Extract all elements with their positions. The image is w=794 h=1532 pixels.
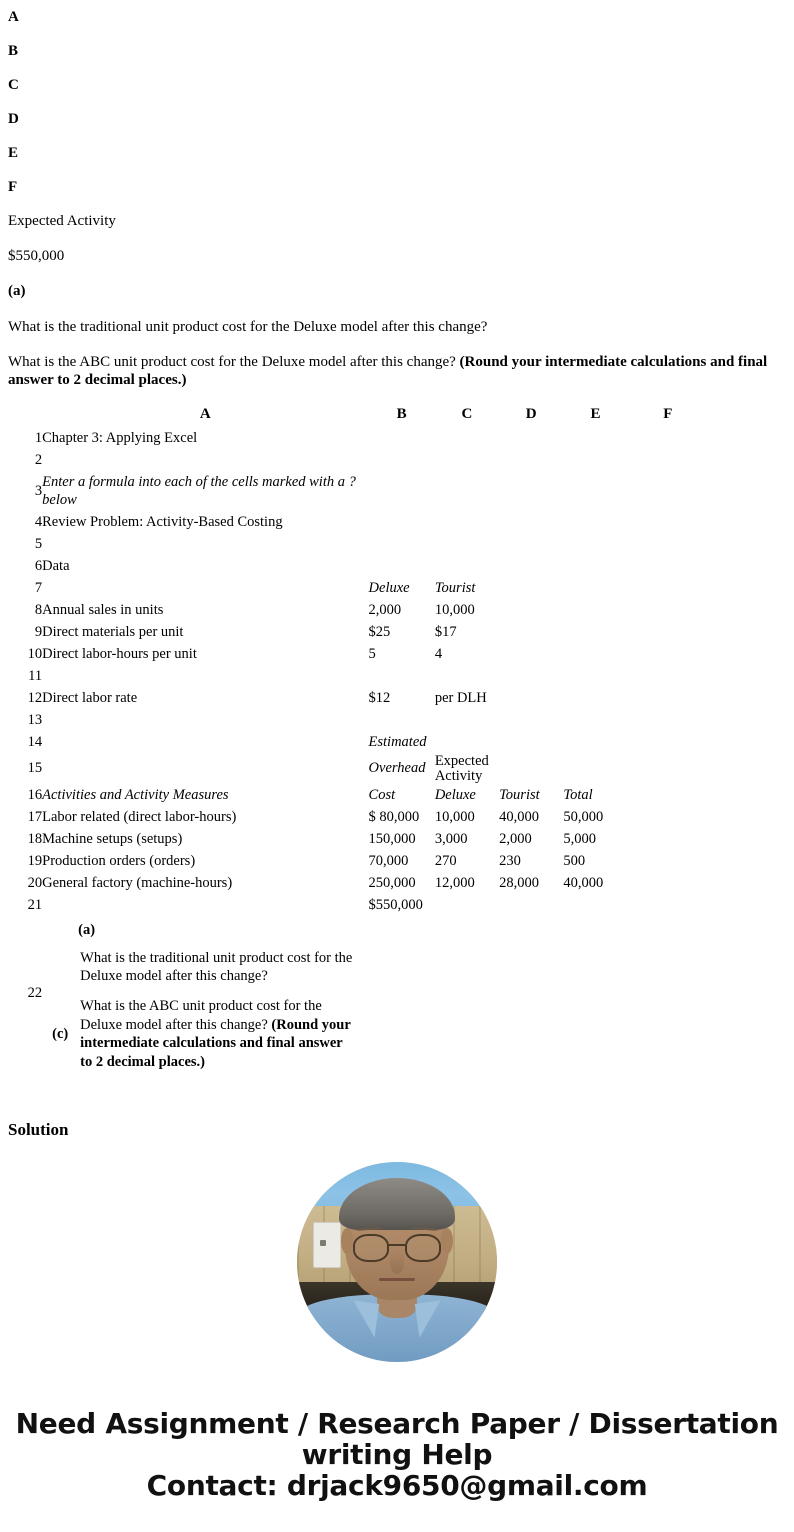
cell-b7[interactable]: Deluxe — [368, 579, 410, 596]
question-abc-cost — [8, 353, 786, 389]
row-number[interactable]: 20 — [27, 874, 43, 891]
cell-c16[interactable]: Deluxe — [434, 786, 476, 803]
cell-e3[interactable] — [563, 471, 627, 511]
cell-f15[interactable] — [628, 753, 708, 784]
cell-b5[interactable] — [369, 533, 435, 555]
cell-a1[interactable]: Chapter 3: Applying Excel — [42, 429, 198, 446]
cell-a20[interactable]: General factory (machine-hours) — [42, 874, 233, 891]
photo-light-switch — [313, 1222, 341, 1268]
cell-c17[interactable]: 10,000 — [434, 808, 475, 825]
table-row — [8, 577, 708, 599]
cell-a22[interactable] — [42, 916, 708, 1071]
stray-column-letter-a: A — [8, 9, 19, 25]
cell-f7[interactable] — [628, 577, 708, 599]
cell-d9[interactable] — [499, 621, 563, 643]
table-row — [8, 511, 708, 533]
cell-e14[interactable] — [563, 731, 627, 753]
cell-b6[interactable] — [369, 555, 435, 577]
cell-d5[interactable] — [499, 533, 563, 555]
cell-d20[interactable]: 28,000 — [499, 874, 539, 891]
solution-heading-clipped — [8, 1121, 308, 1135]
row-number[interactable]: 10 — [27, 645, 43, 662]
cell-a16[interactable]: Activities and Activity Measures — [42, 786, 229, 803]
cell-d7[interactable] — [499, 577, 563, 599]
cell-b14[interactable]: Estimated — [368, 733, 427, 750]
cell-b15[interactable]: Overhead — [368, 760, 426, 776]
cell-c2[interactable] — [435, 449, 499, 471]
stray-column-letter-f: F — [8, 179, 18, 195]
row-number[interactable]: 15 — [27, 760, 43, 776]
table-row — [8, 872, 708, 894]
row22-question-abc-plain: What is the ABC unit product cost for the Deluxe model after this change? — [80, 998, 322, 1033]
row-number[interactable]: 17 — [27, 808, 43, 825]
stray-column-letter-c: C — [8, 77, 19, 93]
table-row — [8, 709, 708, 731]
table-row — [8, 449, 708, 471]
expected-activity-text: Expected Activity — [8, 213, 116, 229]
column-header-a[interactable]: A — [199, 406, 211, 422]
cell-c14[interactable] — [435, 731, 499, 753]
row22-sublabel-c: (c) — [52, 1025, 69, 1042]
cell-b4[interactable] — [369, 511, 435, 533]
photo-nose — [390, 1250, 404, 1274]
question-traditional-cost: What is the traditional unit product cost for the Deluxe model after this change? — [8, 319, 488, 335]
cell-c1[interactable] — [435, 427, 499, 449]
cell-f10[interactable] — [628, 643, 708, 665]
cell-a7[interactable] — [42, 577, 368, 599]
cell-d15[interactable] — [499, 753, 563, 784]
cell-a3[interactable]: Enter a formula into each of the cells marked with a ? below — [42, 474, 356, 508]
cell-e20[interactable]: 40,000 — [563, 874, 604, 891]
row-number[interactable]: 16 — [27, 786, 43, 803]
column-header-e[interactable]: E — [590, 406, 601, 422]
cell-c9[interactable]: $17 — [434, 623, 457, 640]
cell-f3[interactable] — [628, 471, 708, 511]
cell-d10[interactable] — [499, 643, 563, 665]
photo-eyeglass-left — [353, 1234, 389, 1262]
cell-e19[interactable]: 500 — [563, 852, 586, 869]
solution-heading-text: Solution — [8, 1121, 69, 1135]
cell-f21[interactable] — [628, 894, 708, 916]
sheet-column-header-row — [8, 406, 708, 427]
cell-b18[interactable]: 150,000 — [368, 830, 416, 847]
cell-e6[interactable] — [563, 555, 627, 577]
cell-d6[interactable] — [499, 555, 563, 577]
cell-e7[interactable] — [563, 577, 627, 599]
cell-c7[interactable]: Tourist — [434, 579, 476, 596]
row-number[interactable]: 13 — [27, 711, 43, 728]
cell-d12[interactable] — [499, 687, 563, 709]
row-number[interactable]: 3 — [34, 482, 43, 499]
row-number[interactable]: 21 — [27, 896, 43, 913]
cell-f11[interactable] — [628, 665, 708, 687]
photo-collar-right — [415, 1300, 445, 1337]
row22-question-traditional: What is the traditional unit product cost for the Deluxe model after this change? — [80, 950, 353, 984]
cell-f13[interactable] — [628, 709, 708, 731]
stray-column-letter-d: D — [8, 111, 19, 127]
stray-column-letter-b: B — [8, 43, 19, 59]
cell-b12[interactable]: $12 — [368, 689, 391, 706]
cell-d14[interactable] — [499, 731, 563, 753]
cell-c13[interactable] — [435, 709, 499, 731]
cell-a21[interactable] — [42, 894, 368, 916]
cell-e15[interactable] — [563, 753, 627, 784]
cell-d18[interactable]: 2,000 — [499, 830, 532, 847]
cell-c15[interactable]: Expected Activity — [434, 752, 489, 784]
cell-a19[interactable]: Production orders (orders) — [42, 852, 196, 869]
cell-c4[interactable] — [435, 511, 499, 533]
cell-f2[interactable] — [628, 449, 708, 471]
cell-e13[interactable] — [563, 709, 627, 731]
cell-e17[interactable]: 50,000 — [563, 808, 604, 825]
cell-c21[interactable] — [435, 894, 499, 916]
table-row — [8, 599, 708, 621]
cell-b17[interactable]: $ 80,000 — [368, 808, 420, 825]
cell-d11[interactable] — [499, 665, 563, 687]
column-header-d[interactable]: D — [525, 406, 537, 422]
row-number[interactable]: 19 — [27, 852, 43, 869]
cell-e18[interactable]: 5,000 — [563, 830, 596, 847]
table-row — [8, 427, 708, 449]
cell-b16[interactable]: Cost — [368, 786, 396, 803]
table-row — [8, 916, 708, 1071]
row22-part-c-block — [42, 997, 708, 1071]
cell-b21[interactable]: $550,000 — [368, 896, 423, 913]
question-abc-cost-rounding-note: (Round your intermediate calculations and final answer to 2 decimal places.) — [8, 354, 768, 388]
cell-e9[interactable] — [563, 621, 627, 643]
row-number[interactable]: 14 — [27, 733, 43, 750]
row-number[interactable]: 18 — [27, 830, 43, 847]
cell-d16[interactable]: Tourist — [499, 786, 540, 803]
total-overhead-amount: $550,000 — [8, 248, 65, 264]
table-row — [8, 687, 708, 709]
row-number[interactable]: 5 — [34, 535, 43, 552]
stray-column-letter-e: E — [8, 145, 19, 161]
table-row — [8, 784, 708, 806]
cell-c6[interactable] — [435, 555, 499, 577]
cell-c12[interactable]: per DLH — [434, 689, 487, 706]
row22-sublabel-a: (a) — [78, 922, 96, 938]
cell-a12[interactable]: Direct labor rate — [42, 689, 138, 706]
cell-e4[interactable] — [563, 511, 627, 533]
cell-c19[interactable]: 270 — [434, 852, 457, 869]
photo-eyeglass-bridge — [389, 1244, 405, 1246]
cell-b9[interactable]: $25 — [368, 623, 391, 640]
cell-a2[interactable] — [42, 449, 368, 471]
column-header-b[interactable]: B — [396, 406, 407, 422]
document-body — [0, 9, 794, 1071]
cell-f9[interactable] — [628, 621, 708, 643]
table-row — [8, 555, 708, 577]
cell-b8[interactable]: 2,000 — [368, 601, 402, 618]
cell-f8[interactable] — [628, 599, 708, 621]
cell-a11[interactable] — [42, 665, 368, 687]
avatar — [297, 1162, 497, 1362]
promo-line-2: writing Help — [301, 1438, 493, 1471]
cell-e21[interactable] — [563, 894, 627, 916]
cell-d8[interactable] — [499, 599, 563, 621]
excel-worksheet — [8, 406, 708, 1071]
cell-d2[interactable] — [499, 449, 563, 471]
cell-a17[interactable]: Labor related (direct labor-hours) — [42, 808, 237, 825]
cell-e1[interactable] — [563, 427, 627, 449]
row-number[interactable]: 11 — [28, 667, 43, 684]
cell-a5[interactable] — [42, 533, 368, 555]
cell-f17[interactable] — [628, 806, 708, 828]
cell-a10[interactable]: Direct labor-hours per unit — [42, 645, 197, 662]
row-number[interactable]: 7 — [34, 579, 43, 596]
row-number[interactable]: 4 — [34, 513, 43, 530]
table-row — [8, 643, 708, 665]
photo-ear-left — [341, 1228, 353, 1254]
promo-contact-email[interactable]: Contact: drjack9650@gmail.com — [146, 1469, 648, 1502]
question-part-label: (a) — [8, 283, 26, 299]
cell-e16[interactable]: Total — [563, 786, 593, 803]
cell-c5[interactable] — [435, 533, 499, 555]
cell-d17[interactable]: 40,000 — [499, 808, 539, 825]
cell-d19[interactable]: 230 — [499, 852, 521, 869]
cell-f1[interactable] — [628, 427, 708, 449]
cell-b3[interactable] — [369, 471, 435, 511]
cell-a13[interactable] — [42, 709, 368, 731]
table-row — [8, 753, 708, 784]
cell-f5[interactable] — [628, 533, 708, 555]
column-header-c[interactable]: C — [461, 406, 473, 422]
cell-b10[interactable]: 5 — [368, 645, 376, 662]
cell-d3[interactable] — [499, 471, 563, 511]
cell-c18[interactable]: 3,000 — [434, 830, 468, 847]
cell-b2[interactable] — [369, 449, 435, 471]
table-row — [8, 665, 708, 687]
cell-c11[interactable] — [435, 665, 499, 687]
cell-c10[interactable]: 4 — [434, 645, 443, 662]
cell-d13[interactable] — [499, 709, 563, 731]
promo-banner — [0, 1408, 794, 1501]
row-number[interactable]: 2 — [34, 451, 43, 468]
table-row — [8, 828, 708, 850]
cell-b1[interactable] — [369, 427, 435, 449]
cell-e5[interactable] — [563, 533, 627, 555]
row-number[interactable]: 12 — [27, 689, 43, 706]
photo-eyeglass-right — [405, 1234, 441, 1262]
cell-e12[interactable] — [563, 687, 627, 709]
profile-photo-icon — [297, 1162, 497, 1362]
row-number[interactable]: 22 — [27, 985, 43, 1001]
photo-ear-right — [441, 1228, 453, 1254]
cell-f16[interactable] — [628, 784, 708, 806]
cell-f18[interactable] — [628, 828, 708, 850]
cell-e11[interactable] — [563, 665, 627, 687]
cell-e2[interactable] — [563, 449, 627, 471]
promo-line-1: Need Assignment / Research Paper / Dissertation — [15, 1407, 779, 1440]
row-number[interactable]: 6 — [34, 557, 43, 574]
table-row — [8, 621, 708, 643]
cell-d21[interactable] — [499, 894, 563, 916]
cell-b13[interactable] — [369, 709, 435, 731]
cell-a4[interactable]: Review Problem: Activity-Based Costing — [42, 513, 283, 530]
row-number[interactable]: 9 — [34, 623, 43, 640]
table-row — [8, 850, 708, 872]
photo-collar-left — [349, 1300, 379, 1337]
cell-c3[interactable] — [435, 471, 499, 511]
sheet-corner-cell — [8, 406, 42, 427]
column-header-f[interactable]: F — [663, 406, 673, 422]
cell-a9[interactable]: Direct materials per unit — [42, 623, 184, 640]
cell-e8[interactable] — [563, 599, 627, 621]
cell-d1[interactable] — [499, 427, 563, 449]
cell-e10[interactable] — [563, 643, 627, 665]
row-number[interactable]: 8 — [34, 601, 43, 618]
table-row — [8, 533, 708, 555]
cell-b11[interactable] — [369, 665, 435, 687]
table-row — [8, 471, 708, 511]
cell-d4[interactable] — [499, 511, 563, 533]
table-row — [8, 894, 708, 916]
cell-a8[interactable]: Annual sales in units — [42, 601, 164, 618]
cell-b19[interactable]: 70,000 — [368, 852, 409, 869]
cell-f20[interactable] — [628, 872, 708, 894]
question-abc-cost-plain: What is the ABC unit product cost for the Deluxe model after this change? — [8, 354, 460, 370]
cell-f19[interactable] — [628, 850, 708, 872]
photo-mouth — [379, 1278, 415, 1281]
table-row — [8, 731, 708, 753]
cell-a18[interactable]: Machine setups (setups) — [42, 830, 183, 847]
cell-f6[interactable] — [628, 555, 708, 577]
cell-c8[interactable]: 10,000 — [434, 601, 475, 618]
cell-f14[interactable] — [628, 731, 708, 753]
row22-question-abc — [80, 997, 352, 1071]
cell-a6[interactable]: Data — [42, 557, 70, 574]
cell-a14[interactable] — [42, 731, 368, 753]
row22-question-abc-rounding-note: (Round your intermediate calculations and final answer to 2 decimal places.) — [80, 1016, 351, 1070]
cell-a15[interactable] — [42, 753, 368, 784]
cell-f12[interactable] — [628, 687, 708, 709]
cell-f4[interactable] — [628, 511, 708, 533]
row-number[interactable]: 1 — [34, 429, 43, 446]
cell-c20[interactable]: 12,000 — [434, 874, 475, 891]
table-row — [8, 806, 708, 828]
cell-b20[interactable]: 250,000 — [368, 874, 416, 891]
